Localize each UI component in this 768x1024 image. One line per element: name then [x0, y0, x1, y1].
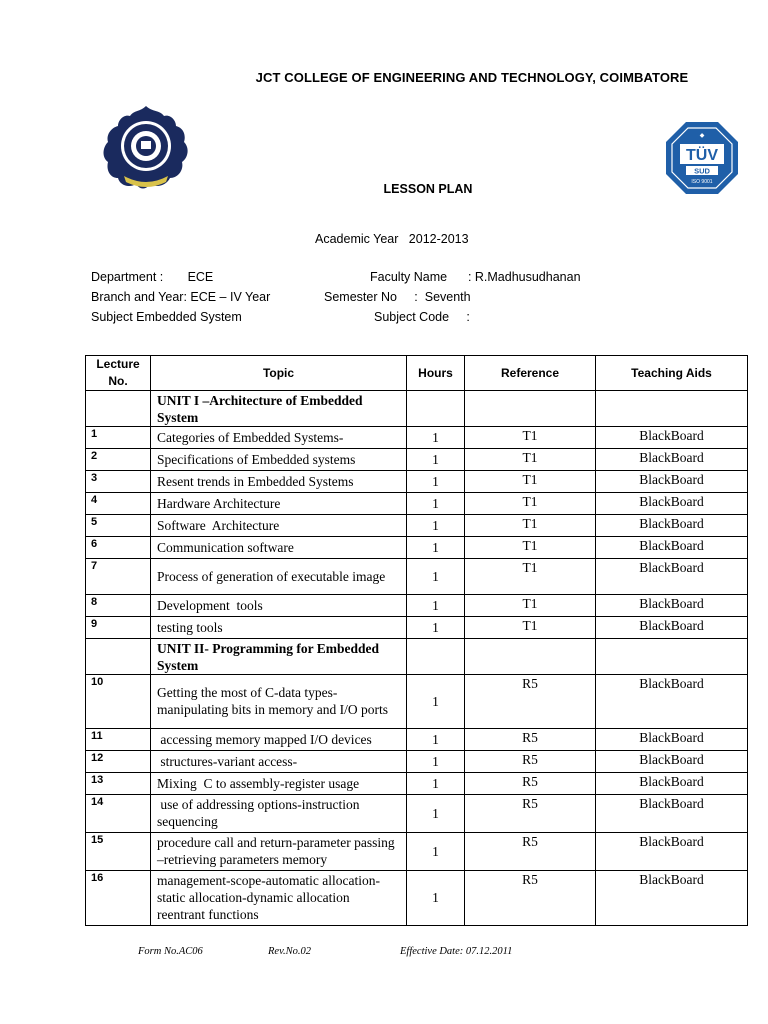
hours-cell: 1 — [407, 751, 465, 773]
lecture-no-cell: 3 — [86, 471, 151, 493]
hours-cell: 1 — [407, 773, 465, 795]
reference-cell: R5 — [465, 751, 596, 773]
table-row — [86, 773, 748, 795]
lecture-no-cell: 7 — [86, 559, 151, 595]
topic-cell: use of addressing options-instruction sequencing — [151, 795, 407, 833]
topic-cell: Hardware Architecture — [151, 493, 407, 515]
table-header-row — [86, 356, 748, 391]
reference-cell: T1 — [465, 515, 596, 537]
subject-field: Subject Embedded System — [91, 310, 242, 324]
lecture-no-cell: 5 — [86, 515, 151, 537]
lecture-no-cell: 9 — [86, 617, 151, 639]
table-row — [86, 795, 748, 833]
topic-cell: Communication software — [151, 537, 407, 559]
lecture-no-cell: 4 — [86, 493, 151, 515]
table-row — [86, 559, 748, 595]
revision-number: Rev.No.02 — [268, 946, 311, 957]
hours-cell: 1 — [407, 537, 465, 559]
svg-text:◆: ◆ — [699, 133, 705, 139]
reference-cell: T1 — [465, 595, 596, 617]
topic-cell: Development tools — [151, 595, 407, 617]
header-lecture-no: Lecture No. — [86, 356, 151, 391]
table-row — [86, 471, 748, 493]
lecture-no-cell: 2 — [86, 449, 151, 471]
topic-cell: Getting the most of C-data types-manipulating bits in memory and I/O ports — [151, 675, 407, 729]
college-emblem-icon — [100, 102, 192, 194]
teaching-aid-cell: BlackBoard — [596, 773, 748, 795]
semester-field: Semester No : Seventh — [324, 290, 471, 304]
effective-date: Effective Date: 07.12.2011 — [400, 946, 513, 957]
teaching-aid-cell: BlackBoard — [596, 449, 748, 471]
teaching-aid-cell: BlackBoard — [596, 471, 748, 493]
teaching-aid-cell: BlackBoard — [596, 795, 748, 833]
teaching-aid-cell: BlackBoard — [596, 515, 748, 537]
hours-cell: 1 — [407, 427, 465, 449]
table-row — [86, 675, 748, 729]
lecture-no-cell: 11 — [86, 729, 151, 751]
reference-cell: R5 — [465, 729, 596, 751]
teaching-aid-cell: BlackBoard — [596, 559, 748, 595]
unit-heading-row — [86, 391, 748, 427]
teaching-aid-cell: BlackBoard — [596, 751, 748, 773]
svg-text:SUD: SUD — [694, 166, 710, 176]
faculty-field: Faculty Name : R.Madhusudhanan — [370, 270, 581, 284]
table-row — [86, 537, 748, 559]
reference-cell: T1 — [465, 493, 596, 515]
hours-cell: 1 — [407, 729, 465, 751]
topic-cell: Categories of Embedded Systems- — [151, 427, 407, 449]
topic-cell: Process of generation of executable image — [151, 559, 407, 595]
teaching-aid-cell: BlackBoard — [596, 493, 748, 515]
reference-cell: R5 — [465, 795, 596, 833]
form-number: Form No.AC06 — [138, 946, 203, 957]
hours-cell: 1 — [407, 675, 465, 729]
reference-cell: R5 — [465, 675, 596, 729]
lecture-no-cell: 12 — [86, 751, 151, 773]
subject-code-field: Subject Code : — [374, 310, 470, 324]
lecture-no-cell: 6 — [86, 537, 151, 559]
table-row — [86, 617, 748, 639]
teaching-aid-cell — [596, 391, 748, 427]
table-row — [86, 515, 748, 537]
table-row — [86, 595, 748, 617]
teaching-aid-cell: BlackBoard — [596, 833, 748, 871]
topic-cell: Mixing C to assembly-register usage — [151, 773, 407, 795]
table-row — [86, 751, 748, 773]
hours-cell: 1 — [407, 595, 465, 617]
table-row — [86, 427, 748, 449]
teaching-aid-cell: BlackBoard — [596, 427, 748, 449]
topic-cell: Software Architecture — [151, 515, 407, 537]
hours-cell: 1 — [407, 515, 465, 537]
lecture-no-cell: 8 — [86, 595, 151, 617]
teaching-aid-cell: BlackBoard — [596, 675, 748, 729]
teaching-aid-cell: BlackBoard — [596, 871, 748, 926]
teaching-aid-cell: BlackBoard — [596, 537, 748, 559]
hours-cell: 1 — [407, 617, 465, 639]
hours-cell: 1 — [407, 471, 465, 493]
department-field: Department : ECE — [91, 270, 214, 284]
svg-text:TÜV: TÜV — [686, 147, 718, 164]
branch-field: Branch and Year: ECE – IV Year — [91, 290, 271, 304]
header-reference: Reference — [465, 356, 596, 391]
lecture-no-cell: 13 — [86, 773, 151, 795]
reference-cell: T1 — [465, 427, 596, 449]
reference-cell: T1 — [465, 559, 596, 595]
svg-text:ISO 9001: ISO 9001 — [691, 179, 713, 185]
lesson-plan-table — [85, 355, 748, 926]
hours-cell — [407, 639, 465, 675]
reference-cell: T1 — [465, 537, 596, 559]
header-hours: Hours — [407, 356, 465, 391]
lecture-no-cell: 14 — [86, 795, 151, 833]
reference-cell: T1 — [465, 471, 596, 493]
header-teaching-aids: Teaching Aids — [596, 356, 748, 391]
hours-cell: 1 — [407, 493, 465, 515]
reference-cell: T1 — [465, 449, 596, 471]
topic-cell: procedure call and return-parameter passing –retrieving parameters memory — [151, 833, 407, 871]
teaching-aid-cell — [596, 639, 748, 675]
table-row — [86, 729, 748, 751]
unit-heading-row — [86, 639, 748, 675]
hours-cell: 1 — [407, 795, 465, 833]
reference-cell — [465, 391, 596, 427]
hours-cell: 1 — [407, 833, 465, 871]
topic-cell: Resent trends in Embedded Systems — [151, 471, 407, 493]
lecture-no-cell: 1 — [86, 427, 151, 449]
unit-title-cell: UNIT I –Architecture of Embedded System — [151, 391, 407, 427]
academic-year: Academic Year 2012-2013 — [315, 232, 469, 246]
header-topic: Topic — [151, 356, 407, 391]
table-row — [86, 449, 748, 471]
hours-cell — [407, 391, 465, 427]
unit-title-cell: UNIT II- Programming for Embedded System — [151, 639, 407, 675]
college-name: JCT COLLEGE OF ENGINEERING AND TECHNOLOGY, COIMBATORE — [255, 70, 689, 85]
reference-cell: R5 — [465, 871, 596, 926]
lecture-no-cell — [86, 639, 151, 675]
lecture-no-cell: 10 — [86, 675, 151, 729]
teaching-aid-cell: BlackBoard — [596, 595, 748, 617]
document-title: LESSON PLAN — [383, 182, 473, 196]
reference-cell: T1 — [465, 617, 596, 639]
lecture-no-cell: 16 — [86, 871, 151, 926]
topic-cell: testing tools — [151, 617, 407, 639]
reference-cell: R5 — [465, 773, 596, 795]
table-row — [86, 493, 748, 515]
table-row — [86, 833, 748, 871]
lecture-no-cell: 15 — [86, 833, 151, 871]
topic-cell: structures-variant access- — [151, 751, 407, 773]
hours-cell: 1 — [407, 449, 465, 471]
teaching-aid-cell: BlackBoard — [596, 729, 748, 751]
reference-cell: R5 — [465, 833, 596, 871]
topic-cell: management-scope-automatic allocation-static allocation-dynamic allocation reentrant functions — [151, 871, 407, 926]
topic-cell: accessing memory mapped I/O devices — [151, 729, 407, 751]
hours-cell: 1 — [407, 871, 465, 926]
reference-cell — [465, 639, 596, 675]
lecture-no-cell — [86, 391, 151, 427]
teaching-aid-cell: BlackBoard — [596, 617, 748, 639]
hours-cell: 1 — [407, 559, 465, 595]
table-row — [86, 871, 748, 926]
topic-cell: Specifications of Embedded systems — [151, 449, 407, 471]
